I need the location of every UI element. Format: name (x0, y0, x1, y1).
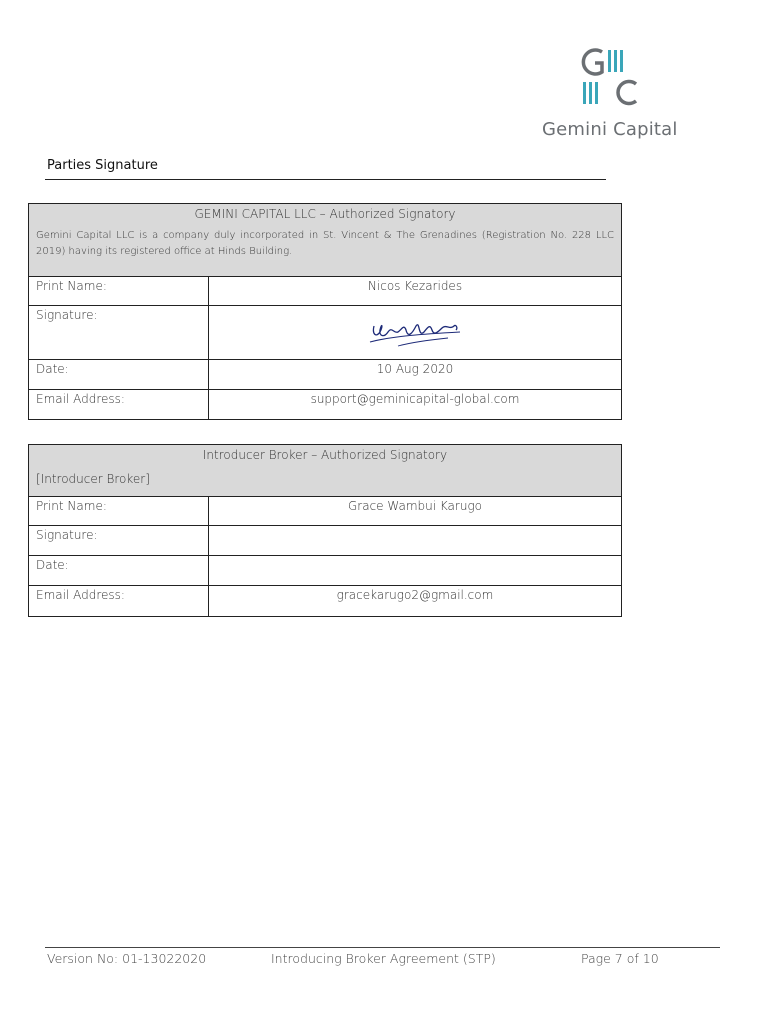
signature-value (209, 526, 622, 556)
row-label: Signature: (29, 306, 209, 360)
gemini-signatory-table (28, 203, 622, 420)
footer-page-number: Page 7 of 10 (581, 951, 659, 966)
footer-version: Version No: 01-13022020 (47, 951, 207, 966)
table-header-cell (29, 204, 622, 277)
introducer-placeholder: [Introducer Broker] (36, 472, 150, 486)
row-label: Email Address: (29, 390, 209, 420)
date-value (209, 556, 622, 586)
handwritten-signature (368, 312, 463, 352)
table-row (29, 360, 622, 390)
footer-divider (45, 947, 720, 948)
section-divider (45, 179, 606, 180)
table-row (29, 556, 622, 586)
print-name-value: Grace Wambui Karugo (209, 497, 622, 526)
table-header-title: Introducer Broker – Authorized Signatory (202, 448, 448, 462)
row-label: Email Address: (29, 586, 209, 617)
table-row (29, 586, 622, 617)
introducer-signatory-table (28, 444, 622, 617)
table-row (29, 390, 622, 420)
table-header-title: GEMINI CAPITAL LLC – Authorized Signatory (194, 207, 456, 221)
table-row (29, 277, 622, 306)
gc-monogram-icon (580, 46, 642, 108)
table-row (29, 526, 622, 556)
logo-text: Gemini Capital (542, 119, 678, 140)
table-header-cell (29, 445, 622, 497)
row-label: Print Name: (29, 277, 209, 306)
row-label: Date: (29, 556, 209, 586)
table-row (29, 306, 622, 360)
gemini-capital-logo (540, 46, 690, 146)
print-name-value: Nicos Kezarides (209, 277, 622, 306)
company-description: Gemini Capital LLC is a company duly incorporated in St. Vincent & The Grenadines (Registration No. 228 LLC 2019) having its registered office at Hinds Building. (36, 230, 614, 257)
email-value: gracekarugo2@gmail.com (209, 586, 622, 617)
signature-cell (209, 306, 622, 360)
footer-document-title: Introducing Broker Agreement (STP) (271, 951, 496, 966)
email-value: support@geminicapital-global.com (209, 390, 622, 420)
row-label: Date: (29, 360, 209, 390)
section-title: Parties Signature (47, 158, 158, 173)
date-value: 10 Aug 2020 (209, 360, 622, 390)
row-label: Print Name: (29, 497, 209, 526)
table-row (29, 497, 622, 526)
row-label: Signature: (29, 526, 209, 556)
